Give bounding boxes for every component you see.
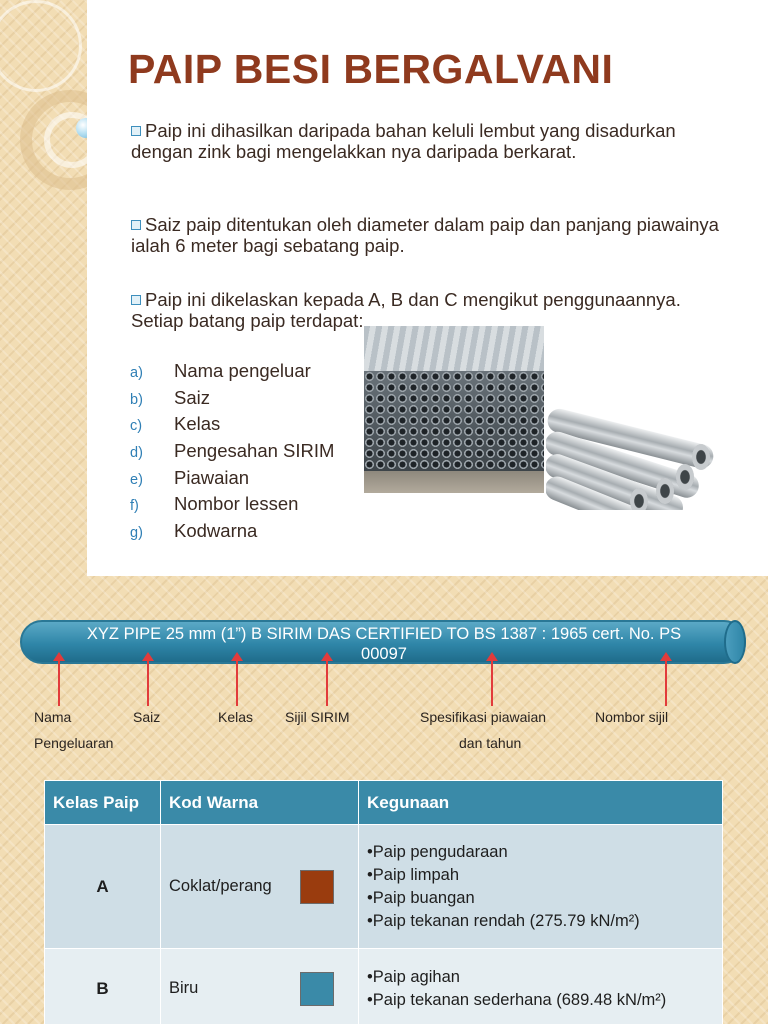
page-title: PAIP BESI BERGALVANI <box>128 46 614 92</box>
warehouse-floor <box>364 471 544 493</box>
label-dan-tahun: dan tahun <box>459 735 522 751</box>
warehouse-roof <box>364 326 544 371</box>
usage-item: •Paip agihan <box>367 967 460 986</box>
paragraph-text: Saiz paip ditentukan oleh diameter dalam paip dan panjang piawainya ialah 6 meter bagi sebatang paip. <box>131 214 719 256</box>
usage-item: •Paip tekanan rendah (275.79 kN/m²) <box>367 911 640 930</box>
square-bullet-icon <box>131 126 141 136</box>
bullet-paragraph <box>131 289 731 331</box>
arrow-up-icon <box>236 654 238 706</box>
cell-kegunaan <box>359 825 723 949</box>
label-kelas: Kelas <box>218 709 254 725</box>
list-text: Kodwarna <box>174 520 258 542</box>
label-saiz: Saiz <box>133 709 161 725</box>
square-bullet-icon <box>131 295 141 305</box>
arrow-up-icon <box>58 654 60 706</box>
label-nombor-sijil: Nombor sijil <box>595 709 669 725</box>
marking-list <box>130 360 334 547</box>
square-bullet-icon <box>131 220 141 230</box>
list-item <box>130 467 334 494</box>
list-text: Piawaian <box>174 466 250 488</box>
list-item <box>130 387 334 414</box>
usage-item: •Paip buangan <box>367 888 475 907</box>
pipe-end-cap <box>724 620 746 664</box>
galvanized-pipes-photo <box>546 398 716 510</box>
list-marker: d) <box>130 445 143 462</box>
paragraph-text: Paip ini dihasilkan daripada bahan keluli lembut yang disadurkan dengan zink bagi mengelakkan nya daripada berkarat. <box>131 120 676 162</box>
usage-item: •Paip tekanan sederhana (689.48 kN/m²) <box>367 990 667 1009</box>
list-marker: b) <box>130 391 143 408</box>
arrow-up-icon <box>326 654 328 706</box>
cell-kod-warna <box>161 825 359 949</box>
header-kod-warna: Kod Warna <box>161 781 359 825</box>
bullet-paragraph <box>131 120 731 162</box>
pipe-end <box>656 478 674 504</box>
pipe-marking-line: 00097 <box>361 645 407 663</box>
list-marker: f) <box>130 498 139 515</box>
header-kegunaan: Kegunaan <box>359 781 723 825</box>
label-sijil-sirim: Sijil SIRIM <box>285 709 350 725</box>
color-swatch <box>300 870 334 904</box>
list-item <box>130 413 334 440</box>
pipe-end <box>630 488 648 510</box>
list-marker: a) <box>130 365 143 381</box>
usage-item: •Paip limpah <box>367 865 459 884</box>
cell-kelas: A <box>45 825 161 949</box>
arrow-up-icon <box>147 654 149 706</box>
pipe-class-table <box>44 780 723 1024</box>
list-item <box>130 493 334 520</box>
list-marker: g) <box>130 525 143 542</box>
decorative-ring <box>0 0 82 92</box>
list-item <box>130 360 334 387</box>
table-row <box>45 825 723 949</box>
label-pengeluaran: Pengeluaran <box>34 735 114 751</box>
list-text: Nombor lessen <box>174 493 299 515</box>
cell-kelas: B <box>45 949 161 1024</box>
color-name: Biru <box>169 979 199 997</box>
label-spesifikasi: Spesifikasi piawaian <box>420 709 547 725</box>
list-text: Nama pengeluar <box>174 360 311 381</box>
pipe-pile <box>364 371 544 471</box>
cell-kod-warna <box>161 949 359 1024</box>
pipe-marking-text <box>22 624 746 664</box>
pipe-marking-bar <box>20 620 746 664</box>
pipe-marking-line: XYZ PIPE 25 mm (1”) B SIRIM DAS CERTIFIED TO BS 1387 : 1965 cert. No. PS <box>86 625 682 643</box>
list-text: Pengesahan SIRIM <box>174 440 335 462</box>
bullet-paragraph <box>131 214 731 256</box>
pipe-end <box>676 464 694 490</box>
arrow-up-icon <box>491 654 493 706</box>
header-kelas-paip: Kelas Paip <box>45 781 161 825</box>
paragraph-text: Paip ini dikelaskan kepada A, B dan C mengikut penggunaannya. Setiap batang paip terdapat: <box>131 289 681 331</box>
list-marker: c) <box>130 418 143 435</box>
table-header-row <box>45 781 723 825</box>
list-item <box>130 520 334 547</box>
list-text: Saiz <box>174 386 210 408</box>
table-row <box>45 949 723 1024</box>
list-item <box>130 440 334 467</box>
arrow-up-icon <box>665 654 667 706</box>
color-name: Coklat/perang <box>169 877 272 895</box>
label-nama: Nama <box>34 709 72 725</box>
pipe-stack-photo <box>364 326 544 493</box>
list-text: Kelas <box>174 413 221 435</box>
color-swatch <box>300 972 334 1006</box>
usage-item: •Paip pengudaraan <box>367 842 508 861</box>
list-marker: e) <box>130 471 143 488</box>
pipe-end <box>692 444 710 470</box>
cell-kegunaan <box>359 949 723 1024</box>
